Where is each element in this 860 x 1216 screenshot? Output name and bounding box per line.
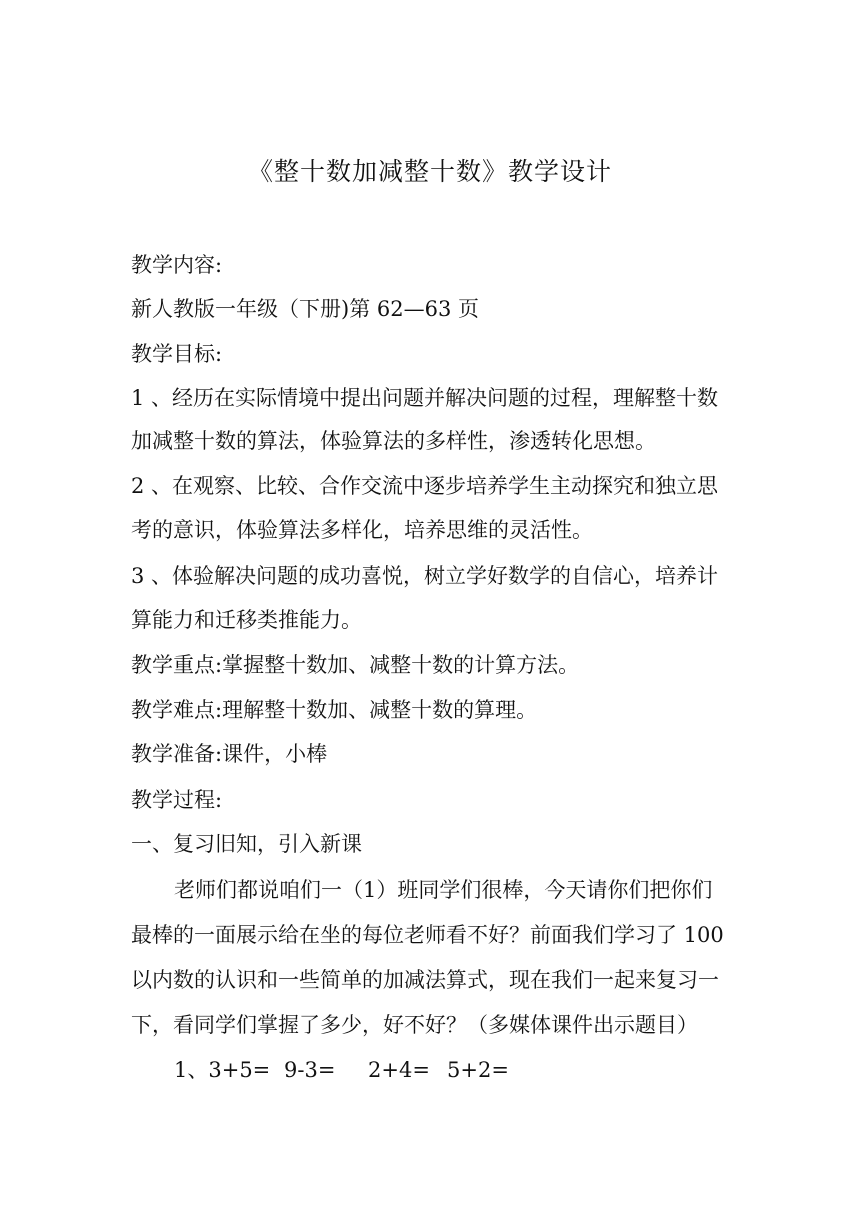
paragraph-line-2: 最棒的一面展示给在坐的每位老师看不好？前面我们学习了 100 [131, 923, 724, 947]
difficult-point: 教学难点:理解整十数加、减整十数的算理。 [131, 698, 538, 722]
paragraph-line-3: 以内数的认识和一些简单的加减法算式，现在我们一起来复习一 [131, 968, 719, 992]
exercise-item-1: 1、3+5= [174, 1058, 271, 1082]
section-heading-content: 教学内容: [131, 253, 223, 277]
document-title: 《整十数加减整十数》教学设计 [247, 157, 612, 186]
objective-3-line-1: 3 、体验解决问题的成功喜悦，树立学好数学的自信心，培养计 [131, 564, 719, 588]
paragraph-line-4: 下，看同学们掌握了多少，好不好？（多媒体课件出示题目） [131, 1013, 698, 1037]
preparation: 教学准备:课件，小棒 [131, 742, 328, 766]
exercise-item-3: 2+4= [368, 1058, 430, 1082]
objective-2-line-1: 2 、在观察、比较、合作交流中逐步培养学生主动探究和独立思 [131, 474, 719, 498]
objective-1-line-2: 加减整十数的算法，体验算法的多样性，渗透转化思想。 [131, 429, 656, 453]
objective-1-line-1: 1 、经历在实际情境中提出问题并解决问题的过程，理解整十数 [131, 386, 719, 410]
step-1-heading: 一、复习旧知，引入新课 [131, 832, 362, 856]
key-point: 教学重点:掌握整十数加、减整十数的计算方法。 [131, 653, 580, 677]
exercise-item-2: 9-3= [284, 1058, 336, 1082]
objective-3-line-2: 算能力和迁移类推能力。 [131, 608, 362, 632]
paragraph-line-1: 老师们都说咱们一（1）班同学们很棒，今天请你们把你们 [174, 878, 713, 902]
objective-2-line-2: 考的意识，体验算法多样化，培养思维的灵活性。 [131, 518, 593, 542]
section-heading-process: 教学过程: [131, 788, 223, 812]
section-heading-objectives: 教学目标: [131, 342, 223, 366]
exercise-item-4: 5+2= [447, 1058, 509, 1082]
content-text: 新人教版一年级（下册)第 62—63 页 [131, 297, 479, 321]
